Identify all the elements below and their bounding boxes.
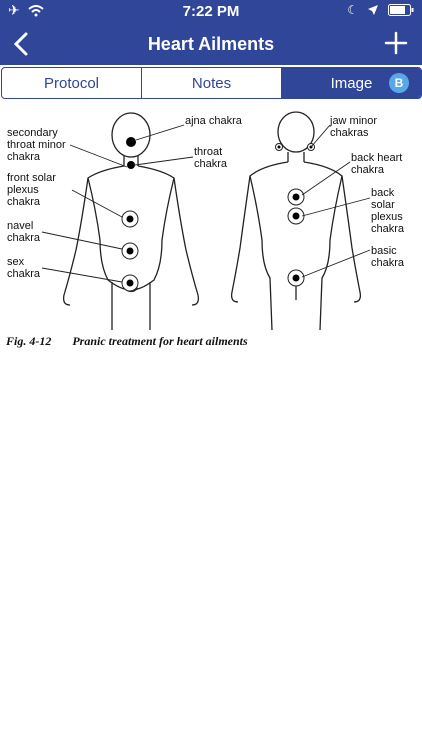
status-bar	[0, 0, 422, 22]
navel-chakra-marker	[122, 243, 138, 259]
sex-chakra-marker	[122, 275, 138, 291]
basic-chakra-marker	[288, 270, 304, 286]
add-icon[interactable]	[384, 31, 408, 55]
moon-icon: ☾	[347, 3, 358, 17]
top-bar	[0, 0, 422, 65]
label-basic-chakra: basic chakra	[371, 245, 405, 269]
front-solar-plexus-marker	[122, 211, 138, 227]
location-arrow-icon	[368, 5, 378, 15]
label-jaw-minor-chakras: jaw minor chakras	[330, 115, 378, 139]
airplane-mode-icon: ✈	[8, 2, 20, 18]
jaw-minor-marker-left	[276, 144, 283, 151]
label-back-heart-chakra: back heart chakra	[351, 152, 403, 176]
back-heart-marker	[288, 189, 304, 205]
label-sex-chakra: sex chakra	[7, 256, 41, 280]
label-back-solar-plexus-chakra: back solar plexus chakra	[371, 187, 405, 235]
tab-protocol-label: Protocol	[43, 74, 100, 92]
status-time: 7:22 PM	[182, 3, 240, 20]
label-front-solar-plexus-chakra: front solar plexus chakra	[7, 172, 56, 208]
navigation-bar	[0, 22, 422, 65]
battery-icon	[388, 4, 414, 16]
tab-image[interactable]	[282, 68, 421, 98]
tab-notes[interactable]	[142, 68, 282, 98]
label-ajna-chakra: ajna chakra	[185, 115, 242, 127]
label-throat-chakra: throat chakra	[194, 146, 228, 170]
figure-caption-text: Pranic treatment for heart ailments	[72, 334, 248, 348]
label-navel-chakra: navel chakra	[7, 220, 41, 244]
back-solar-plexus-marker	[288, 208, 304, 224]
tab-protocol[interactable]	[2, 68, 142, 98]
ajna-chakra-marker	[126, 137, 136, 147]
label-secondary-throat-minor-chakra: secondary throat minor chakra	[7, 127, 66, 163]
throat-chakra-marker	[127, 161, 135, 169]
figure-caption	[6, 334, 248, 349]
segmented-control	[1, 67, 422, 99]
figure-number: Fig. 4-12	[6, 334, 52, 348]
page-title: Heart Ailments	[147, 34, 275, 54]
tab-image-label: Image	[330, 74, 373, 92]
tab-badge: B	[389, 73, 409, 93]
tab-notes-label: Notes	[191, 74, 232, 92]
